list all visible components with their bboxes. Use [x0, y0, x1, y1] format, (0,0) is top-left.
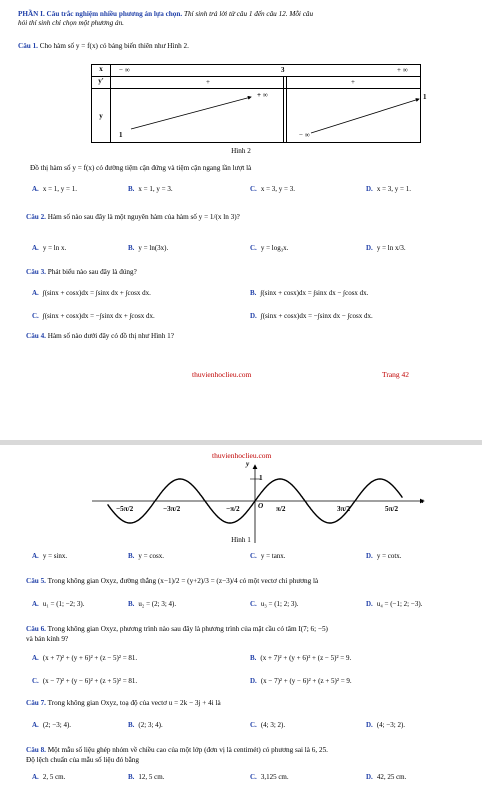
derivative-sign: +	[351, 78, 355, 86]
header-site: thuvienhoclieu.com	[212, 451, 272, 460]
option-d: D. y = ln x/3.	[366, 244, 406, 252]
part-heading	[18, 10, 313, 19]
y-value: + ∞	[257, 91, 268, 99]
x-row	[111, 65, 421, 77]
x-tick-label: −5π/2	[116, 505, 134, 513]
derivative-sign: +	[206, 78, 210, 86]
option-d: D. (4; −3; 2).	[366, 721, 406, 729]
option-d: D. (x − 7)² + (y − 6)² + (z + 5)² = 9.	[250, 677, 352, 685]
question-1	[18, 42, 189, 51]
option-a: A. x = 1, y = 1.	[32, 185, 77, 193]
x-axis-label: x	[420, 497, 424, 505]
x-tick-label: −π/2	[226, 505, 240, 513]
x-value: + ∞	[397, 66, 408, 74]
row-label-y: y	[92, 89, 111, 143]
option-a: A. (2; −3; 4).	[32, 721, 72, 729]
option-c: C. y = tanx.	[250, 552, 286, 560]
question-6-cont: và bán kính 9?	[26, 635, 69, 643]
option-a: A. (x + 7)² + (y + 6)² + (z − 5)² = 81.	[32, 654, 138, 662]
x-tick-label: 3π/2	[337, 505, 351, 513]
question-8-cont: Độ lệch chuẩn của mẫu số liệu đó bằng	[26, 756, 139, 764]
page-2	[0, 445, 482, 802]
figure-caption: Hình 1	[231, 536, 251, 544]
option-c: C. (x − 7)² + (y − 6)² + (z + 5)² = 81.	[32, 677, 138, 685]
option-a: A. y = ln x.	[32, 244, 67, 252]
y-value: − ∞	[299, 131, 310, 139]
option-b: B. 12, 5 cm.	[128, 773, 165, 781]
question-8: Câu 8. Một mẫu số liệu ghép nhóm về chiều cao của một lớp (đơn vị là centimét) có phương sai là 6, 25.	[26, 746, 328, 754]
x-value: 3	[281, 66, 285, 74]
option-c: C. u₃ = (1; 2; 3).	[250, 600, 299, 608]
x-tick-label: −3π/2	[163, 505, 181, 513]
option-c: C. y = log₃x.	[250, 244, 289, 252]
question-text: Cho hàm số y = f(x) có bảng biến thiên như Hình 2.	[39, 42, 189, 50]
question-label: Câu 1.	[18, 42, 38, 50]
option-d: D. ∫(sinx + cosx)dx = −∫sinx dx − ∫cosx dx.	[250, 312, 373, 320]
option-c: C. ∫(sinx + cosx)dx = −∫sinx dx + ∫cosx dx.	[32, 312, 155, 320]
option-b: B. (2; 3; 4).	[128, 721, 163, 729]
question-2: Câu 2. Hàm số nào sau đây là một nguyên hàm của hàm số y = 1/(x ln 3)?	[26, 213, 240, 221]
option-d: D. x = 3, y = 1.	[366, 185, 411, 193]
option-c: C. (4; 3; 2).	[250, 721, 286, 729]
question-3: Câu 3. Phát biểu nào sau đây là đúng?	[26, 268, 137, 276]
option-d: D. u₄ = (−1; 2; −3).	[366, 600, 423, 608]
question-5: Câu 5. Trong không gian Oxyz, đường thẳng (x−1)/2 = (y+2)/3 = (z−3)/4 có một vectơ chỉ phương là	[26, 577, 319, 585]
option-c: C. 3,125 cm.	[250, 773, 289, 781]
row-label-x: x	[92, 65, 111, 77]
option-a: A. 2, 5 cm.	[32, 773, 66, 781]
variation-table	[91, 64, 427, 143]
footer-site: thuvienhoclieu.com	[192, 370, 252, 379]
y-axis-label: y	[246, 460, 250, 468]
y-row	[111, 89, 427, 143]
origin-label: O	[258, 502, 264, 510]
increasing-arrow	[311, 99, 419, 133]
option-c: C. x = 3, y = 3.	[250, 185, 295, 193]
option-b: B. x = 1, y = 3.	[128, 185, 173, 193]
figure-caption: Hình 2	[231, 147, 251, 155]
option-b: B. y = cosx.	[128, 552, 164, 560]
y-value: 1	[423, 93, 427, 101]
question-4: Câu 4. Hàm số nào dưới đây có đồ thị như Hình 1?	[26, 332, 174, 340]
y-tick-label: 1	[259, 474, 263, 482]
row-label-derivative: y'	[92, 77, 111, 89]
x-tick-label: 5π/2	[385, 505, 399, 513]
variation-arrows	[111, 89, 441, 143]
option-b: B. u₂ = (2; 3; 4).	[128, 600, 177, 608]
option-b: B. (x + 7)² + (y + 6)² + (z − 5)² = 9.	[250, 654, 352, 662]
y-value: 1	[119, 131, 123, 139]
x-value: − ∞	[119, 66, 130, 74]
x-tick-label: π/2	[276, 505, 286, 513]
part-instruction-cont: hỏi thí sinh chỉ chọn một phương án.	[18, 19, 124, 27]
option-a: A. y = sinx.	[32, 552, 68, 560]
option-d: D. y = cotx.	[366, 552, 402, 560]
option-b: B. ∫(sinx + cosx)dx = ∫sinx dx − ∫cosx dx.	[250, 289, 369, 297]
option-a: A. ∫(sinx + cosx)dx = ∫sinx dx + ∫cosx dx.	[32, 289, 151, 297]
option-d: D. 42, 25 cm.	[366, 773, 407, 781]
part-title: PHẦN I. Câu trắc nghiệm nhiều phương án lựa chọn.	[18, 10, 183, 18]
derivative-row	[111, 77, 421, 89]
option-a: A. u₁ = (1; −2; 3).	[32, 600, 85, 608]
part-instruction: Thí sinh trả lời từ câu 1 đến câu 12. Mỗi câu	[183, 10, 314, 18]
question-7: Câu 7. Trong không gian Oxyz, toạ độ của vectơ u = 2k − 3j + 4i là	[26, 699, 221, 707]
increasing-arrow	[131, 97, 251, 129]
question-stem: Đồ thị hàm số y = f(x) có đường tiệm cận đứng và tiệm cận ngang lần lượt là	[30, 164, 252, 172]
footer-page-number: Trang 42	[382, 370, 410, 379]
option-b: B. y = ln(3x).	[128, 244, 169, 252]
question-6: Câu 6. Trong không gian Oxyz, phương trình nào sau đây là phương trình của mặt cầu có tâm I(7; 6; −5)	[26, 625, 328, 633]
